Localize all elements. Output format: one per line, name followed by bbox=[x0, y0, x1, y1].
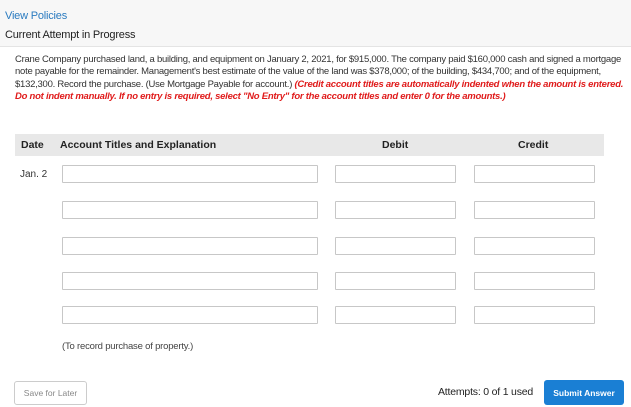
question-instructions: (Credit account titles are automatically indented when the amount is entered. Do not indent manually. If no entry is required, select "No Entry" for the account titles and enter 0 for the amounts.) bbox=[15, 78, 624, 102]
debit-input-1[interactable] bbox=[335, 165, 456, 183]
entry-explanation: (To record purchase of property.) bbox=[62, 341, 194, 352]
submit-answer-button[interactable]: Submit Answer bbox=[544, 380, 624, 405]
column-header-date: Date bbox=[21, 139, 44, 151]
question-text bbox=[15, 54, 627, 103]
attempts-counter: Attempts: 0 of 1 used bbox=[438, 386, 534, 398]
credit-input-2[interactable] bbox=[474, 201, 595, 219]
account-title-input-4[interactable] bbox=[62, 272, 318, 290]
credit-input-3[interactable] bbox=[474, 237, 595, 255]
account-title-input-5[interactable] bbox=[62, 306, 318, 324]
view-policies-link[interactable]: View Policies bbox=[5, 10, 68, 22]
column-header-credit: Credit bbox=[518, 139, 549, 151]
entry-date: Jan. 2 bbox=[20, 169, 48, 180]
debit-input-4[interactable] bbox=[335, 272, 456, 290]
debit-input-2[interactable] bbox=[335, 201, 456, 219]
question-body: Crane Company purchased land, a building, and equipment on January 2, 2021, for $915,000. The company paid $160,000 cash and signed a mortgage note payable for the remainder. Management's best estimate of the value of the land was $378,000; of the building, $434,700; and of the equipment, $132,300. Record the purchase. (Use Mortgage Payable for account.) bbox=[15, 54, 622, 90]
column-header-debit: Debit bbox=[382, 139, 409, 151]
header-bar bbox=[0, 0, 631, 47]
credit-input-4[interactable] bbox=[474, 272, 595, 290]
account-title-input-2[interactable] bbox=[62, 201, 318, 219]
column-header-account: Account Titles and Explanation bbox=[60, 139, 217, 151]
debit-input-3[interactable] bbox=[335, 237, 456, 255]
save-for-later-button[interactable]: Save for Later bbox=[14, 381, 87, 405]
attempt-status: Current Attempt in Progress bbox=[5, 29, 136, 41]
debit-input-5[interactable] bbox=[335, 306, 456, 324]
account-title-input-3[interactable] bbox=[62, 237, 318, 255]
credit-input-1[interactable] bbox=[474, 165, 595, 183]
account-title-input-1[interactable] bbox=[62, 165, 318, 183]
journal-table-header bbox=[15, 134, 604, 156]
credit-input-5[interactable] bbox=[474, 306, 595, 324]
